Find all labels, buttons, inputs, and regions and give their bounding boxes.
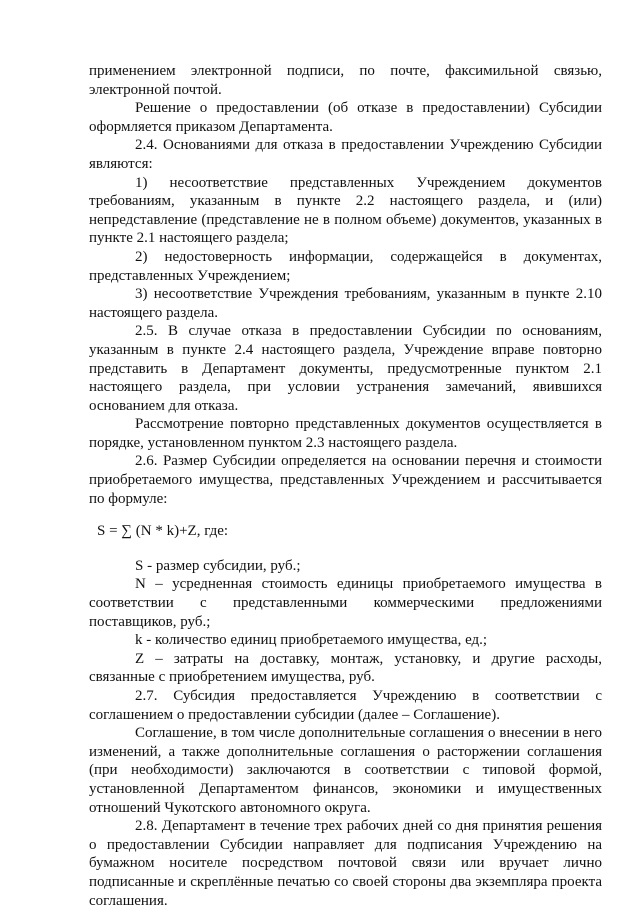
paragraph-2-4: 2.4. Основаниями для отказа в предоставлении Учреждению Субсидии являются:	[89, 137, 602, 172]
list-item-1: 1) несоответствие представленных Учреждением документов требованиям, указанным в пункте 2.2 настоящего раздела, и (или) непредставление (представление не в полном объеме) документов, указанных в пункте 2.1 настоящего раздела;	[89, 174, 602, 247]
definition-n: N – усредненная стоимость единицы приобретаемого имущества в соответствии с представленными коммерческими предложениями поставщиков, руб.;	[89, 576, 602, 630]
definition-k: k - количество единиц приобретаемого имущества, ед.;	[135, 632, 488, 649]
paragraph-2-7: 2.7. Субсидия предоставляется Учреждению в соответствии с соглашением о предоставлении субсидии (далее – Соглашение).	[89, 688, 602, 723]
paragraph-continuation: применением электронной подписи, по почте, факсимильной связью, электронной почтой.	[89, 63, 602, 98]
subsidy-formula: S = ∑ (N * k)+Z, где:	[97, 523, 229, 540]
list-item-2: 2) недостоверность информации, содержащейся в документах, представленных Учреждением;	[89, 248, 602, 284]
paragraph-resubmission: Рассмотрение повторно представленных документов осуществляется в порядке, установленном пунктом 2.3 настоящего раздела.	[89, 416, 602, 451]
paragraph-agreement: Соглашение, в том числе дополнительные соглашения о внесении в него изменений, а также дополнительные соглашения о расторжении соглашения (при необходимости) заключаются в соответствии с типовой формой, установленной Департаментом финансов, экономики и имущественных отношений Чукотского автономного округа.	[89, 725, 602, 816]
paragraph-2-5: 2.5. В случае отказа в предоставлении Субсидии по основаниям, указанным в пункте 2.4 настоящего раздела, Учреждение вправе повторно представить в Департамент документы, предусмотренные пунктом 2.1 настоящего раздела, при условии устранения замечаний, явившихся основанием для отказа.	[89, 323, 602, 414]
definition-s: S - размер субсидии, руб.;	[135, 557, 301, 574]
paragraph-2-6: 2.6. Размер Субсидии определяется на основании перечня и стоимости приобретаемого имущества, представленных Учреждением и рассчитывается по формуле:	[89, 453, 602, 507]
paragraph-decision: Решение о предоставлении (об отказе в предоставлении) Субсидии оформляется приказом Департамента.	[89, 100, 602, 135]
definition-z: Z – затраты на доставку, монтаж, установку, и другие расходы, связанные с приобретением имущества, руб.	[89, 650, 602, 686]
paragraph-2-8: 2.8. Департамент в течение трех рабочих дней со дня принятия решения о предоставлении Субсидии направляет для подписания Учреждению на бумажном носителе посредством почтовой связи или вручает лично подписанные и скреплённые печатью со своей стороны два экземпляра проекта соглашения.	[89, 818, 602, 909]
list-item-3: 3) несоответствие Учреждения требованиям, указанным в пункте 2.10 настоящего раздела.	[89, 286, 602, 321]
